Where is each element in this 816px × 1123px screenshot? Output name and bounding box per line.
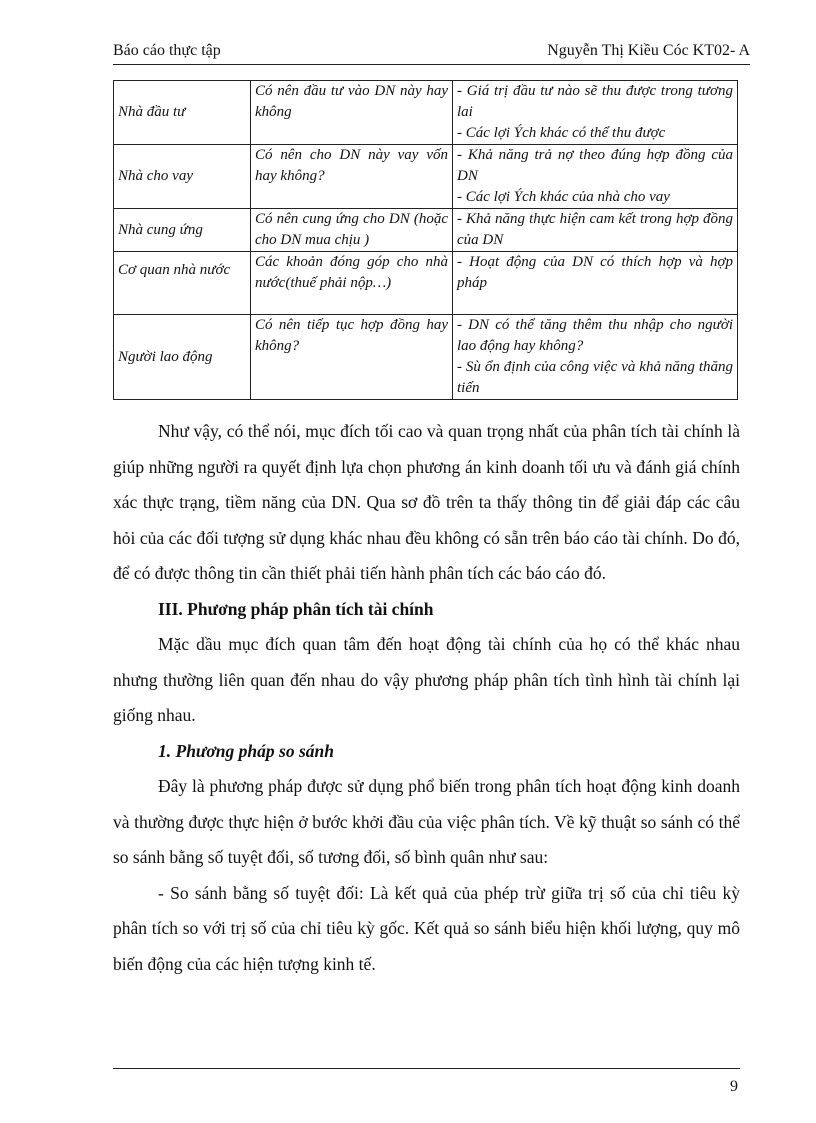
table-cell-question: Có nên đầu tư vào DN này hay không xyxy=(251,81,453,145)
table-cell-subject: Nhà cung ứng xyxy=(114,209,251,252)
subsection-heading: 1. Phương pháp so sánh xyxy=(158,740,334,761)
info-line: - Hoạt động của DN có thích hợp và hợp pháp xyxy=(457,254,733,291)
table-row xyxy=(114,81,738,145)
stakeholder-table xyxy=(113,80,738,400)
table-cell-info xyxy=(453,252,738,315)
table-cell-question: Các khoản đóng góp cho nhà nước(thuế phải nộp…) xyxy=(251,252,453,315)
info-line: - Khả năng trả nợ theo đúng hợp đồng của DN xyxy=(457,147,733,184)
info-line: - Sù ổn định của công việc và khả năng thăng tiến xyxy=(457,359,733,396)
table-row xyxy=(114,209,738,252)
page-number: 9 xyxy=(730,1078,738,1095)
header-report-title: Báo cáo thực tập xyxy=(113,42,221,59)
info-line: - Các lợi Ých khác có thể thu được xyxy=(457,125,666,141)
paragraph-comparison: Đây là phương pháp được sử dụng phổ biến trong phân tích hoạt động kinh doanh và thường được thực hiện ở bước khởi đầu của việc phân tích. Về kỹ thuật so sánh có thể so sánh bằng số tuyệt đối, số tương đối, số bình quân như sau: xyxy=(113,776,740,867)
info-line: - Khả năng thực hiện cam kết trong hợp đồng của DN xyxy=(457,211,733,248)
table-cell-info xyxy=(453,209,738,252)
body-text xyxy=(113,414,740,982)
footer-divider xyxy=(113,1068,740,1069)
table-cell-info xyxy=(453,315,738,400)
table-cell-subject: Nhà đầu tư xyxy=(114,81,251,145)
table-cell-subject: Cơ quan nhà nước xyxy=(114,252,251,315)
header-author: Nguyễn Thị Kiều Cóc KT02- A xyxy=(547,42,750,59)
paragraph-absolute-comparison: - So sánh bằng số tuyệt đối: Là kết quả của phép trừ giữa trị số của chỉ tiêu kỳ phân tích so với trị số của chỉ tiêu kỳ gốc. Kết quả so sánh biểu hiện khối lượng, quy mô biến động của các hiện tượng kinh tế. xyxy=(113,882,740,974)
info-line: - Các lợi Ých khác của nhà cho vay xyxy=(457,189,670,205)
table-row xyxy=(114,252,738,315)
table-row xyxy=(114,145,738,209)
table-cell-question: Có nên cho DN này vay vốn hay không? xyxy=(251,145,453,209)
table-row xyxy=(114,315,738,400)
table-cell-subject: Người lao động xyxy=(114,315,251,400)
page-header xyxy=(113,38,750,65)
info-line: - Giá trị đầu tư nào sẽ thu được trong tương lai xyxy=(457,83,733,120)
table-cell-question: Có nên tiếp tục hợp đồng hay không? xyxy=(251,315,453,400)
table-cell-info xyxy=(453,145,738,209)
info-line: - DN có thể tăng thêm thu nhập cho người lao động hay không? xyxy=(457,317,733,354)
table-cell-question: Có nên cung ứng cho DN (hoặc cho DN mua chịu ) xyxy=(251,209,453,252)
table-cell-info xyxy=(453,81,738,145)
paragraph-methods-intro: Mặc dầu mục đích quan tâm đến hoạt động tài chính của họ có thể khác nhau nhưng thường liên quan đến nhau do vậy phương pháp phân tích tình hình tài chính lại giống nhau. xyxy=(113,634,740,725)
section-heading: III. Phương pháp phân tích tài chính xyxy=(158,598,434,619)
table-cell-subject: Nhà cho vay xyxy=(114,145,251,209)
paragraph-purpose: Như vậy, có thể nói, mục đích tối cao và quan trọng nhất của phân tích tài chính là giúp những người ra quyết định lựa chọn phương án kinh doanh tối ưu và đánh giá chính xác thực trạng, tiềm năng của DN. Qua sơ đồ trên ta thấy thông tin để giải đáp các câu hỏi của các đối tượng sử dụng khác nhau đều không có sẵn trên báo cáo tài chính. Do đó, để có được thông tin cần thiết phải tiến hành phân tích các báo cáo đó. xyxy=(113,421,740,583)
